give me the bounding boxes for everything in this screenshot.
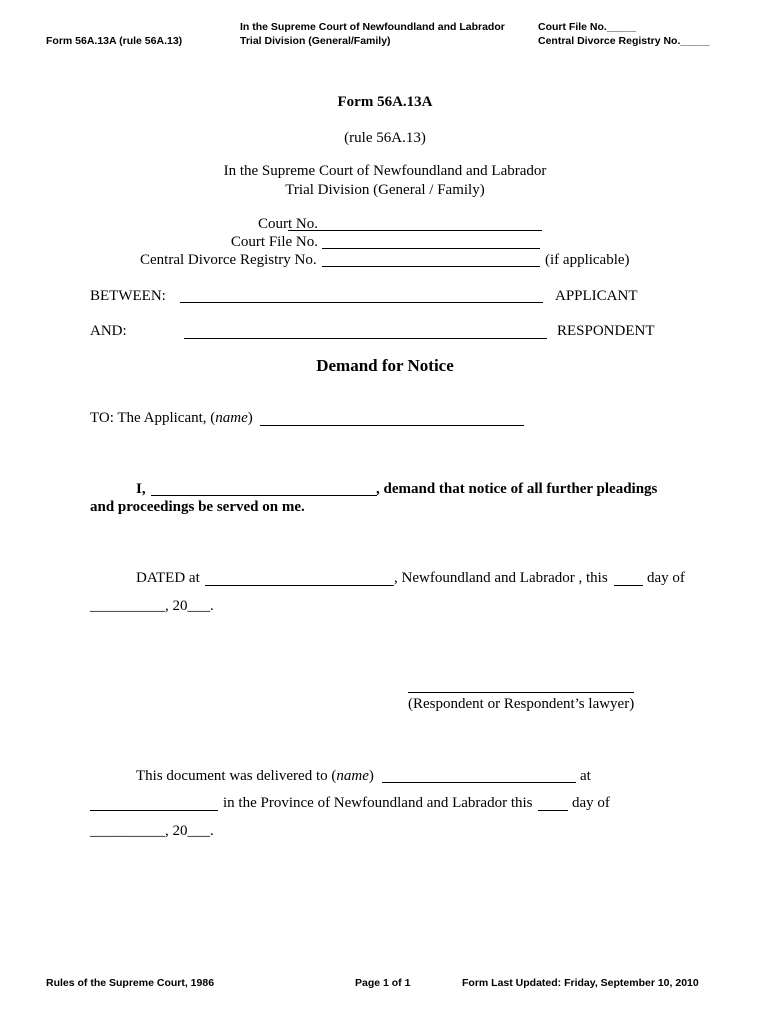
court-no-field[interactable] xyxy=(288,230,542,231)
dated-place-field[interactable] xyxy=(205,585,394,586)
delivery-month-year: __________, 20___. xyxy=(90,823,214,839)
court-file-no-field[interactable] xyxy=(322,248,540,249)
if-applicable-note: (if applicable) xyxy=(545,252,630,268)
delivery-prefix: This document was delivered to ( xyxy=(136,768,337,784)
court-no-label: Court No. xyxy=(258,216,318,232)
form-number: Form 56A.13A xyxy=(337,94,433,110)
rule-reference: (rule 56A.13) xyxy=(344,130,426,146)
delivery-day-of: day of xyxy=(572,795,610,811)
dated-province-text: , Newfoundland and Labrador , this xyxy=(394,570,608,586)
delivery-place-field[interactable] xyxy=(90,810,218,811)
court-file-no-label: Court File No. xyxy=(230,234,318,250)
between-label: BETWEEN: xyxy=(90,288,166,304)
delivery-day-field[interactable] xyxy=(538,810,568,811)
delivery-province-text: in the Province of Newfoundland and Labrador this xyxy=(223,795,533,811)
header-registry-no: Central Divorce Registry No._____ xyxy=(538,35,710,47)
and-label: AND: xyxy=(90,323,127,339)
delivery-name-hint: name xyxy=(336,768,369,784)
demand-text: , demand that notice of all further pleadings xyxy=(376,481,658,497)
demand-i: I, xyxy=(136,481,146,497)
dated-day-of: day of xyxy=(647,570,685,586)
to-prefix: TO: The Applicant, ( xyxy=(90,410,216,426)
to-applicant-line xyxy=(90,410,253,427)
delivery-name-field[interactable] xyxy=(382,782,576,783)
signature-field[interactable] xyxy=(408,692,634,693)
dated-day-field[interactable] xyxy=(614,585,643,586)
to-name-hint: name xyxy=(215,410,248,426)
footer-last-updated: Form Last Updated: Friday, September 10, 2010 xyxy=(462,977,699,989)
delivery-suffix: ) xyxy=(368,768,374,784)
respondent-name-field[interactable] xyxy=(184,338,547,339)
dated-at-label: DATED at xyxy=(136,570,200,586)
demand-name-field[interactable] xyxy=(151,495,377,496)
delivery-at: at xyxy=(580,768,591,784)
court-name: In the Supreme Court of Newfoundland and Labrador xyxy=(223,163,547,179)
footer-page-number: Page 1 of 1 xyxy=(355,977,411,989)
respondent-label: RESPONDENT xyxy=(557,323,655,339)
dated-month-year: __________, 20___. xyxy=(90,598,214,614)
form-reference: Form 56A.13A (rule 56A.13) xyxy=(46,35,183,47)
demand-text-line2: and proceedings be served on me. xyxy=(90,499,305,515)
division-name: Trial Division (General / Family) xyxy=(285,182,485,198)
footer-rules: Rules of the Supreme Court, 1986 xyxy=(46,977,215,989)
document-heading: Demand for Notice xyxy=(316,356,454,375)
registry-no-field[interactable] xyxy=(322,266,540,267)
registry-no-label: Central Divorce Registry No. xyxy=(140,252,317,268)
header-court-name: In the Supreme Court of Newfoundland and Labrador xyxy=(240,21,505,33)
header-division: Trial Division (General/Family) xyxy=(240,35,391,47)
delivery-line xyxy=(136,768,374,785)
to-applicant-name-field[interactable] xyxy=(260,425,524,426)
applicant-label: APPLICANT xyxy=(555,288,638,304)
header-file-no: Court File No._____ xyxy=(538,21,637,33)
applicant-name-field[interactable] xyxy=(180,302,543,303)
to-suffix: ) xyxy=(247,410,253,426)
signature-caption: (Respondent or Respondent’s lawyer) xyxy=(408,696,635,712)
